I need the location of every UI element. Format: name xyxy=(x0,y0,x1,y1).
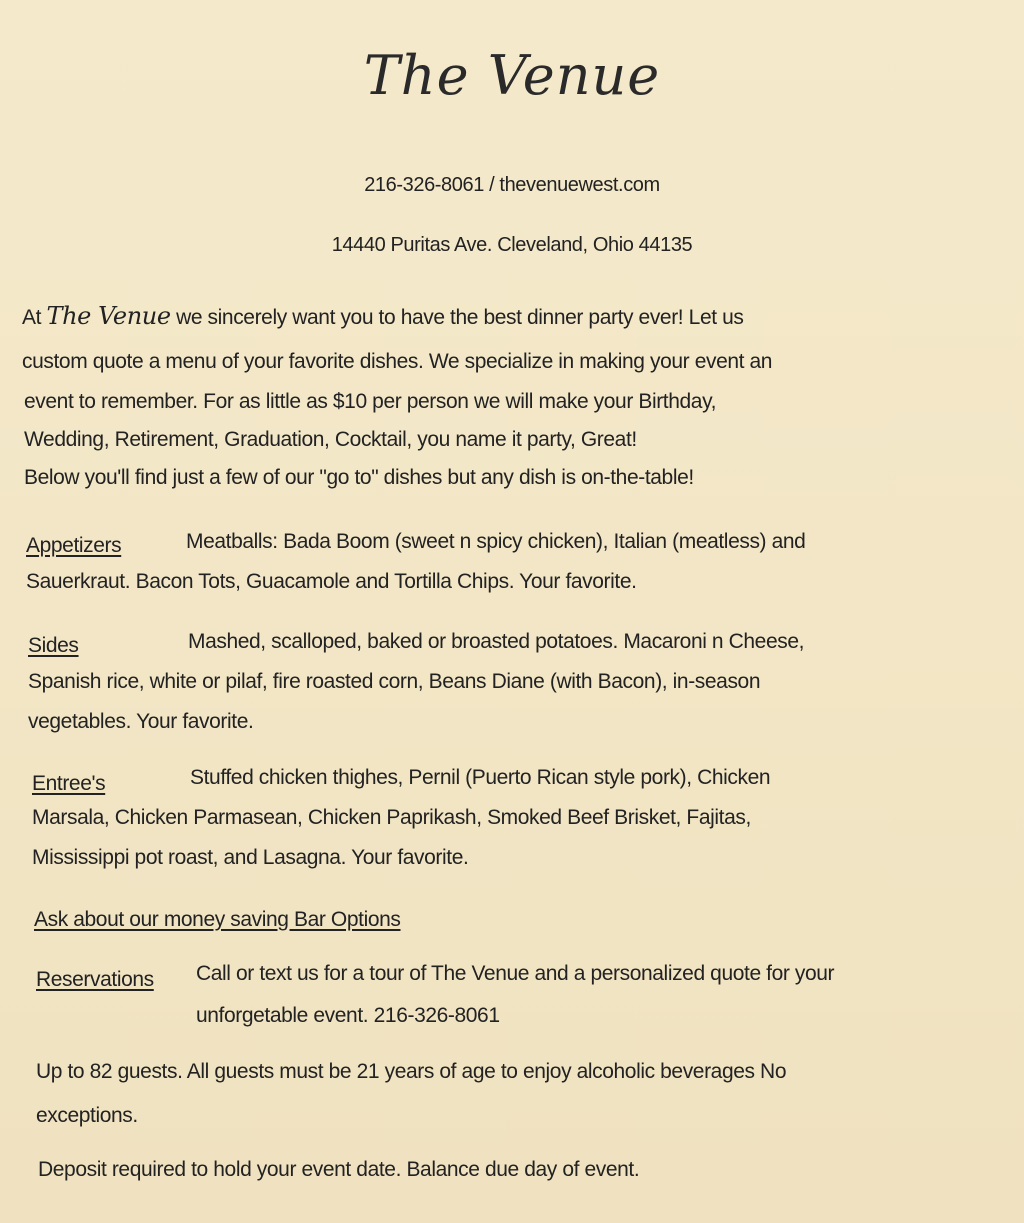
intro-line: custom quote a menu of your favorite dishes. We specialize in making your event an xyxy=(22,350,773,373)
venue-title: The Venue xyxy=(363,44,661,107)
appetizers-text: Meatballs: Bada Boom (sweet n spicy chicken), Italian (meatless) and xyxy=(186,530,806,553)
appetizers-heading: Appetizers xyxy=(26,534,122,557)
intro-line: Wedding, Retirement, Graduation, Cocktail, you name it party, Great! xyxy=(24,428,637,451)
reservations-heading: Reservations xyxy=(36,968,154,991)
sides-text: Spanish rice, white or pilaf, fire roasted corn, Beans Diane (with Bacon), in-season xyxy=(28,670,761,693)
intro-first-line: we sincerely want you to have the best dinner party ever! Let us xyxy=(176,306,744,329)
address-line: 14440 Puritas Ave. Cleveland, Ohio 44135 xyxy=(331,234,693,256)
contact-line: 216-326-8061 / thevenuewest.com xyxy=(364,174,660,196)
intro-brand: The Venue xyxy=(46,302,171,330)
guests-text: Up to 82 guests. All guests must be 21 years of age to enjoy alcoholic beverages No xyxy=(36,1060,787,1083)
guests-text: exceptions. xyxy=(36,1104,138,1127)
sides-text: vegetables. Your favorite. xyxy=(28,710,254,733)
bar-options-note: Ask about our money saving Bar Options xyxy=(34,908,401,931)
reservations-text: unforgetable event. 216-326-8061 xyxy=(196,1004,500,1027)
intro-prefix: At xyxy=(22,306,42,329)
sides-heading: Sides xyxy=(28,634,79,657)
entrees-text: Mississippi pot roast, and Lasagna. Your favorite. xyxy=(32,846,469,869)
entrees-heading: Entree's xyxy=(32,772,106,795)
appetizers-text: Sauerkraut. Bacon Tots, Guacamole and Tortilla Chips. Your favorite. xyxy=(26,570,637,593)
intro-line: event to remember. For as little as $10 per person we will make your Birthday, xyxy=(24,390,717,413)
intro-line: Below you'll find just a few of our "go to" dishes but any dish is on-the-table! xyxy=(24,466,694,489)
deposit-text: Deposit required to hold your event date. Balance due day of event. xyxy=(38,1158,640,1181)
entrees-text: Stuffed chicken thighes, Pernil (Puerto Rican style pork), Chicken xyxy=(190,766,771,789)
intro-line xyxy=(22,302,743,330)
entrees-text: Marsala, Chicken Parmasean, Chicken Paprikash, Smoked Beef Brisket, Fajitas, xyxy=(32,806,751,829)
reservations-text: Call or text us for a tour of The Venue and a personalized quote for your xyxy=(196,962,835,985)
sides-text: Mashed, scalloped, baked or broasted potatoes. Macaroni n Cheese, xyxy=(188,630,805,653)
